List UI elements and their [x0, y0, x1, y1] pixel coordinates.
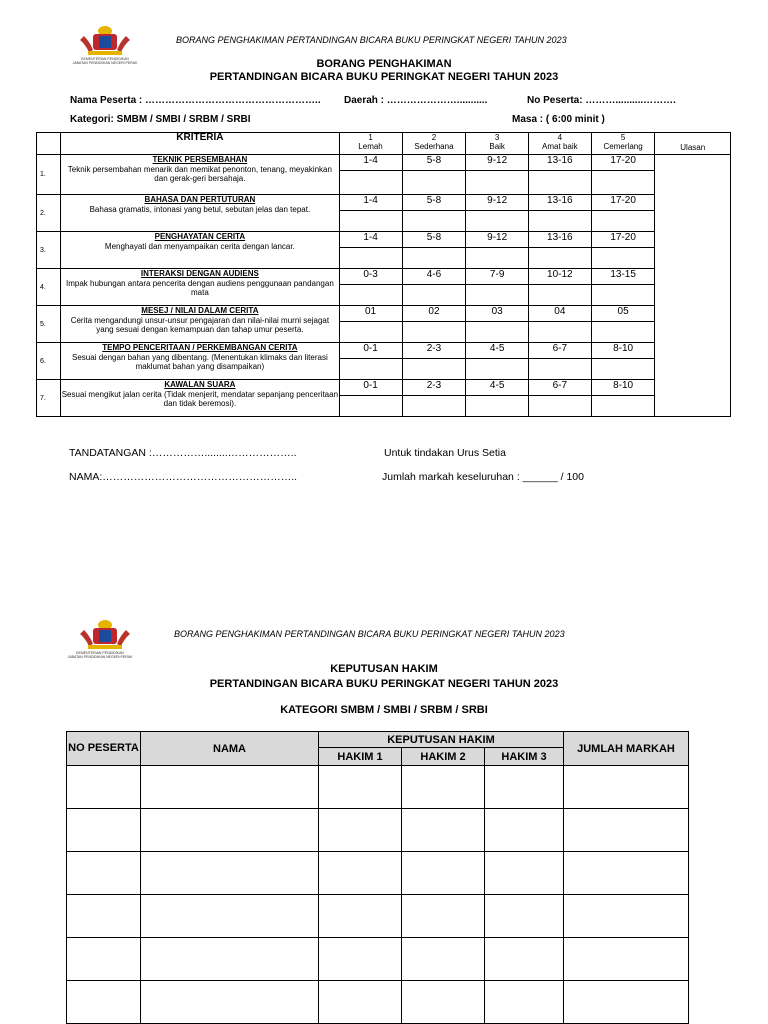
score-entry-cell[interactable] — [528, 171, 591, 195]
score-range: 2-3 — [402, 343, 466, 359]
score-entry-cell[interactable] — [466, 211, 529, 232]
hakim-1-cell[interactable] — [319, 809, 402, 852]
keputusan-table — [66, 731, 689, 1024]
score-range: 9-12 — [466, 155, 529, 171]
score-entry-cell[interactable] — [402, 396, 466, 417]
header-keputusan-hakim: KEPUTUSAN HAKIM — [319, 732, 564, 748]
score-range: 0-3 — [339, 269, 402, 285]
nama-cell[interactable] — [141, 981, 319, 1024]
score-range: 13-15 — [591, 269, 655, 285]
hakim-2-cell[interactable] — [402, 895, 485, 938]
criteria-desc: Bahasa gramatis, intonasi yang betul, sebutan jelas dan tepat. — [89, 204, 311, 214]
header-hakim-3: HAKIM 3 — [485, 748, 564, 766]
hakim-2-cell[interactable] — [402, 852, 485, 895]
criteria-desc: Sesuai dengan bahan yang dibentang. (Menentukan klimaks dan literasi maklumat bahan yang disampaikan) — [72, 352, 328, 371]
nama-cell[interactable] — [141, 852, 319, 895]
hakim-2-cell[interactable] — [402, 809, 485, 852]
jumlah-markah-cell[interactable] — [564, 809, 689, 852]
score-entry-cell[interactable] — [466, 396, 529, 417]
score-range: 01 — [339, 306, 402, 322]
score-range: 4-5 — [466, 380, 529, 396]
score-range: 1-4 — [339, 155, 402, 171]
jumlah-markah-cell[interactable] — [564, 852, 689, 895]
no-peserta-cell[interactable] — [67, 809, 141, 852]
score-range: 17-20 — [591, 155, 655, 171]
nama-field[interactable]: NAMA:……………………………………………….. — [69, 471, 298, 483]
hakim-2-cell[interactable] — [402, 981, 485, 1024]
no-peserta-field[interactable]: No Peserta: ………..........………. — [527, 95, 676, 106]
score-range: 1-4 — [339, 232, 402, 248]
criteria-text — [61, 232, 339, 269]
score-entry-cell[interactable] — [528, 359, 591, 380]
header-scale-4: 4 Amat baik — [528, 133, 591, 155]
logo-caption: KEMENTERIAN PENDIDIKAN JABATAN PENDIDIKAN NEGERI PERAK — [67, 651, 133, 659]
score-range: 8-10 — [591, 380, 655, 396]
score-range: 13-16 — [528, 155, 591, 171]
score-entry-cell[interactable] — [402, 248, 466, 269]
score-entry-cell[interactable] — [591, 248, 655, 269]
hakim-1-cell[interactable] — [319, 766, 402, 809]
criteria-number: 6. — [37, 343, 61, 380]
score-entry-cell[interactable] — [339, 322, 402, 343]
criteria-text — [61, 269, 339, 306]
criteria-row — [37, 306, 731, 322]
header-scale-3: 3 Baik — [466, 133, 529, 155]
score-range: 8-10 — [591, 343, 655, 359]
tandatangan-field[interactable]: TANDATANGAN :……………........……………….. — [69, 447, 297, 459]
nama-cell[interactable] — [141, 809, 319, 852]
score-range: 1-4 — [339, 195, 402, 211]
score-range: 03 — [466, 306, 529, 322]
header-hakim-2: HAKIM 2 — [402, 748, 485, 766]
criteria-desc: Menghayati dan menyampaikan cerita dengan lancar. — [104, 241, 295, 251]
criteria-text — [61, 306, 339, 343]
score-range: 4-6 — [402, 269, 466, 285]
masa-label: Masa : ( 6:00 minit ) — [512, 114, 605, 125]
keputusan-row — [67, 852, 689, 895]
score-range: 6-7 — [528, 343, 591, 359]
criteria-title: MESEJ / NILAI DALAM CERITA — [141, 306, 259, 315]
criteria-row — [37, 195, 731, 211]
nama-cell[interactable] — [141, 938, 319, 981]
score-entry-cell[interactable] — [466, 285, 529, 306]
score-entry-cell[interactable] — [466, 171, 529, 195]
header-hakim-1: HAKIM 1 — [319, 748, 402, 766]
hakim-3-cell[interactable] — [485, 938, 564, 981]
criteria-title: KAWALAN SUARA — [164, 380, 236, 389]
header-blank — [37, 133, 61, 155]
header-scale-1: 1 Lemah — [339, 133, 402, 155]
header-kriteria: KRITERIA — [61, 133, 339, 155]
criteria-number: 1. — [37, 155, 61, 195]
score-entry-cell[interactable] — [402, 285, 466, 306]
criteria-title: INTERAKSI DENGAN AUDIENS — [140, 269, 259, 278]
no-peserta-cell[interactable] — [67, 981, 141, 1024]
score-entry-cell[interactable] — [591, 359, 655, 380]
keputusan-kategori: KATEGORI SMBM / SMBI / SRBM / SRBI — [280, 704, 488, 716]
score-range: 2-3 — [402, 380, 466, 396]
hakim-1-cell[interactable] — [319, 981, 402, 1024]
hakim-1-cell[interactable] — [319, 938, 402, 981]
criteria-text — [61, 343, 339, 380]
nama-cell[interactable] — [141, 766, 319, 809]
hakim-1-cell[interactable] — [319, 852, 402, 895]
header-jumlah-markah: JUMLAH MARKAH — [564, 732, 689, 766]
score-entry-cell[interactable] — [402, 171, 466, 195]
criteria-row — [37, 269, 731, 285]
score-range: 0-1 — [339, 343, 402, 359]
score-range: 05 — [591, 306, 655, 322]
score-range: 9-12 — [466, 232, 529, 248]
keputusan-row — [67, 981, 689, 1024]
score-entry-cell[interactable] — [339, 285, 402, 306]
score-entry-cell[interactable] — [339, 171, 402, 195]
running-title: BORANG PENGHAKIMAN PERTANDINGAN BICARA BUKU PERINGKAT NEGERI TAHUN 2023 — [176, 35, 567, 45]
score-range: 17-20 — [591, 232, 655, 248]
criteria-desc: Cerita mengandungi unsur-unsur pengajaran dan nilai-nilai murni sejagat yang sesuai dengan kemampuan dan tahap umur peserta. — [70, 315, 330, 334]
criteria-row — [37, 380, 731, 396]
criteria-desc: Sesuai mengikut jalan cerita (Tidak menjerit, mendatar sepanjang penceritaan dan tidak beremosi). — [61, 389, 339, 408]
score-entry-cell[interactable] — [402, 359, 466, 380]
jumlah-markah-cell[interactable] — [564, 895, 689, 938]
score-entry-cell[interactable] — [339, 396, 402, 417]
keputusan-row — [67, 766, 689, 809]
criteria-number: 3. — [37, 232, 61, 269]
score-range: 5-8 — [402, 232, 466, 248]
score-range: 0-1 — [339, 380, 402, 396]
score-entry-cell[interactable] — [591, 396, 655, 417]
hakim-2-cell[interactable] — [402, 938, 485, 981]
score-range: 17-20 — [591, 195, 655, 211]
hakim-2-cell[interactable] — [402, 766, 485, 809]
hakim-1-cell[interactable] — [319, 895, 402, 938]
jumlah-markah-cell[interactable] — [564, 766, 689, 809]
score-range: 5-8 — [402, 195, 466, 211]
criteria-desc: Teknik persembahan menarik dan memikat penonton, tenang, meyakinkan dan gerak-geri bersahaja. — [67, 164, 332, 183]
score-entry-cell[interactable] — [591, 171, 655, 195]
criteria-number: 4. — [37, 269, 61, 306]
criteria-header-row — [37, 133, 731, 155]
hakim-3-cell[interactable] — [485, 981, 564, 1024]
score-entry-cell[interactable] — [591, 322, 655, 343]
criteria-number: 5. — [37, 306, 61, 343]
criteria-row — [37, 343, 731, 359]
header-ulasan: Ulasan — [655, 133, 731, 155]
score-range: 5-8 — [402, 155, 466, 171]
nama-cell[interactable] — [141, 895, 319, 938]
criteria-title: BAHASA DAN PERTUTURAN — [144, 195, 256, 204]
hakim-3-cell[interactable] — [485, 809, 564, 852]
no-peserta-cell[interactable] — [67, 938, 141, 981]
jumlah-markah-cell[interactable] — [564, 981, 689, 1024]
criteria-text — [61, 155, 339, 195]
score-range: 6-7 — [528, 380, 591, 396]
score-entry-cell[interactable] — [339, 359, 402, 380]
criteria-title: TEMPO PENCERITAAN / PERKEMBANGAN CERITA — [102, 343, 298, 352]
score-range: 7-9 — [466, 269, 529, 285]
criteria-number: 2. — [37, 195, 61, 232]
running-title: BORANG PENGHAKIMAN PERTANDINGAN BICARA BUKU PERINGKAT NEGERI TAHUN 2023 — [174, 629, 565, 639]
score-entry-cell[interactable] — [466, 359, 529, 380]
ulasan-cell[interactable] — [655, 155, 731, 417]
criteria-row — [37, 232, 731, 248]
score-entry-cell[interactable] — [528, 396, 591, 417]
form-title: BORANG PENGHAKIMAN — [316, 58, 452, 70]
keputusan-subtitle: PERTANDINGAN BICARA BUKU PERINGKAT NEGERI TAHUN 2023 — [209, 678, 559, 690]
criteria-row — [37, 155, 731, 171]
header-no-peserta: NO PESERTA — [67, 732, 141, 766]
score-range: 13-16 — [528, 232, 591, 248]
score-entry-cell[interactable] — [528, 322, 591, 343]
score-entry-cell[interactable] — [528, 211, 591, 232]
criteria-title: TEKNIK PERSEMBAHAN — [152, 155, 248, 164]
score-entry-cell[interactable] — [528, 248, 591, 269]
score-range: 10-12 — [528, 269, 591, 285]
criteria-title: PENGHAYATAN CERITA — [154, 232, 246, 241]
header-scale-2: 2 Sederhana — [402, 133, 466, 155]
header-nama: NAMA — [141, 732, 319, 766]
nama-peserta-field[interactable]: Nama Peserta : …………………………………………….. — [70, 95, 321, 106]
jumlah-markah-cell[interactable] — [564, 938, 689, 981]
score-range: 02 — [402, 306, 466, 322]
no-peserta-cell[interactable] — [67, 766, 141, 809]
score-range: 13-16 — [528, 195, 591, 211]
score-entry-cell[interactable] — [591, 211, 655, 232]
criteria-desc: Impak hubungan antara pencerita dengan audiens penggunaan pandangan mata — [65, 278, 334, 297]
score-entry-cell[interactable] — [402, 322, 466, 343]
form-subtitle: PERTANDINGAN BICARA BUKU PERINGKAT NEGERI TAHUN 2023 — [209, 71, 559, 83]
criteria-table — [36, 132, 731, 417]
score-entry-cell[interactable] — [466, 248, 529, 269]
urus-setia-label: Untuk tindakan Urus Setia — [384, 447, 506, 459]
jumlah-markah-field[interactable]: Jumlah markah keseluruhan : ______ / 100 — [382, 471, 584, 483]
kategori-label: Kategori: SMBM / SMBI / SRBM / SRBI — [70, 114, 251, 125]
hakim-3-cell[interactable] — [485, 852, 564, 895]
daerah-field[interactable]: Daerah : …………………........... — [344, 95, 488, 106]
score-entry-cell[interactable] — [591, 285, 655, 306]
score-entry-cell[interactable] — [466, 322, 529, 343]
no-peserta-cell[interactable] — [67, 852, 141, 895]
score-entry-cell[interactable] — [339, 211, 402, 232]
no-peserta-cell[interactable] — [67, 895, 141, 938]
score-entry-cell[interactable] — [402, 211, 466, 232]
score-entry-cell[interactable] — [528, 285, 591, 306]
criteria-text — [61, 195, 339, 232]
criteria-text — [61, 380, 339, 417]
logo-caption: KEMENTERIAN PENDIDIKAN JABATAN PENDIDIKAN NEGERI PERAK — [72, 57, 138, 65]
score-entry-cell[interactable] — [339, 248, 402, 269]
keputusan-row — [67, 895, 689, 938]
keputusan-row — [67, 938, 689, 981]
keputusan-row — [67, 809, 689, 852]
criteria-number: 7. — [37, 380, 61, 417]
hakim-3-cell[interactable] — [485, 895, 564, 938]
score-range: 9-12 — [466, 195, 529, 211]
score-range: 4-5 — [466, 343, 529, 359]
keputusan-title: KEPUTUSAN HAKIM — [330, 663, 438, 675]
hakim-3-cell[interactable] — [485, 766, 564, 809]
header-scale-5: 5 Cemerlang — [591, 133, 655, 155]
score-range: 04 — [528, 306, 591, 322]
